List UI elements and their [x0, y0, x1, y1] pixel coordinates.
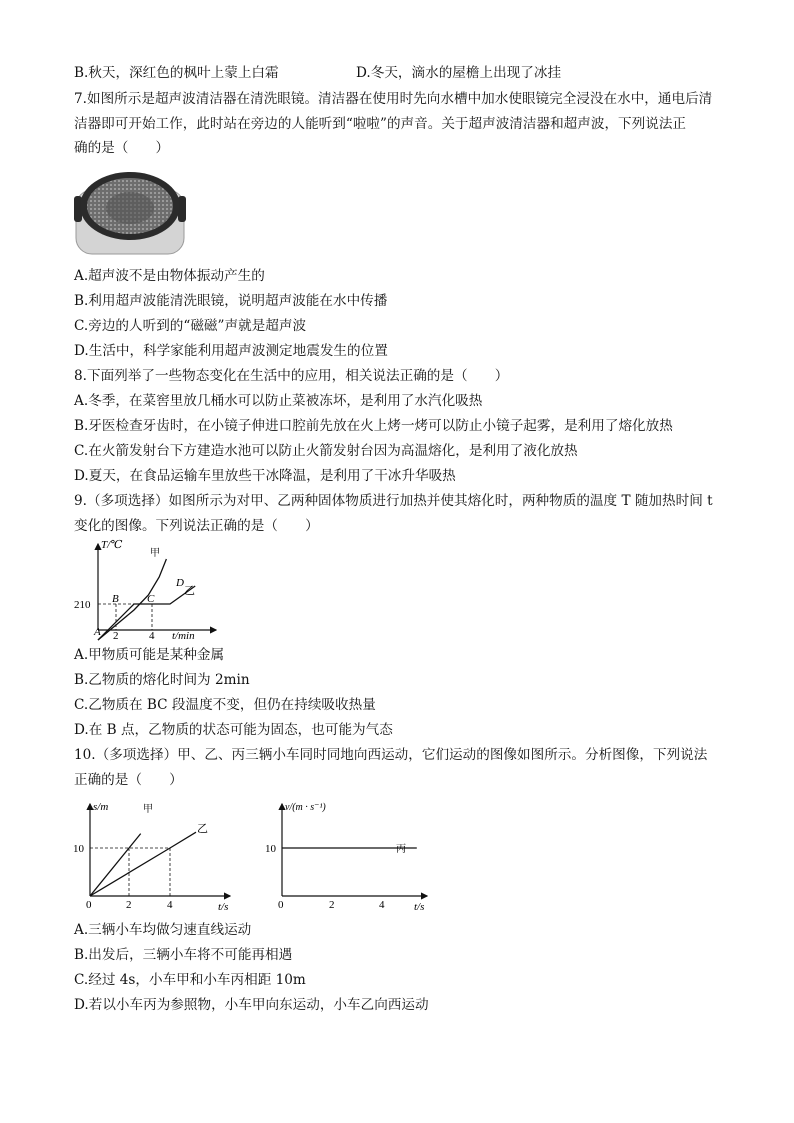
q9-option-d: D.在 B 点，乙物质的状态可能为固态，也可能为气态 [74, 722, 393, 738]
q9-option-b: B.乙物质的熔化时间为 2min [74, 672, 250, 688]
g3-ylabel: v/(m · s⁻¹) [285, 802, 326, 813]
q10-stem-line2: 正确的是（ ） [74, 772, 183, 788]
q9-stem-line2: 变化的图像。下列说法正确的是（ ） [74, 518, 319, 534]
g1-xlabel: t/min [172, 630, 195, 642]
g2-series-jia [90, 834, 141, 896]
q6-option-d: D.冬天，滴水的屋檐上出现了冰挂 [356, 65, 562, 81]
g2-label-jia: 甲 [143, 804, 153, 815]
q10-option-d: D.若以小车丙为参照物，小车甲向东运动，小车乙向西运动 [74, 997, 429, 1013]
g2-xtick-2: 2 [126, 899, 132, 911]
g1-point-c: C [147, 593, 155, 605]
g1-ytick-210: 210 [74, 599, 91, 611]
q8-option-a: A.冬季，在菜窖里放几桶水可以防止菜被冻坏，是利用了水汽化吸热 [74, 393, 483, 409]
g3-xtick-0: 0 [278, 899, 284, 911]
distance-time-graph [70, 796, 235, 914]
g2-xlabel: t/s [218, 901, 229, 913]
g1-point-d: D [176, 577, 184, 589]
q7-option-a: A.超声波不是由物体振动产生的 [74, 268, 265, 284]
q8-option-b: B.牙医检查牙齿时，在小镜子伸进口腔前先放在火上烤一烤可以防止小镜子起雾，是利用了熔化放热 [74, 418, 673, 434]
g3-xlabel: t/s [414, 901, 425, 913]
q9-option-a: A.甲物质可能是某种金属 [74, 647, 225, 663]
melting-curve-graph [70, 538, 220, 642]
g2-series-yi [90, 832, 196, 896]
q10-option-c: C.经过 4s，小车甲和小车丙相距 10m [74, 972, 306, 988]
g1-ylabel: T/℃ [101, 539, 123, 551]
q7-option-c: C.旁边的人听到的“磁磁”声就是超声波 [74, 318, 307, 334]
q7-option-b: B.利用超声波能清洗眼镜，说明超声波能在水中传播 [74, 293, 388, 309]
g1-point-b: B [112, 593, 119, 605]
g2-xtick-4: 4 [167, 899, 173, 911]
q6-option-b: B.秋天，深红色的枫叶上蒙上白霜 [74, 65, 279, 81]
q9-stem-line1: 9.（多项选择）如图所示为对甲、乙两种固体物质进行加热并使其熔化时，两种物质的温度 T 随加热时间 t [74, 493, 713, 509]
g1-xtick-2: 2 [113, 630, 119, 642]
g1-point-a: A [94, 626, 101, 638]
q7-option-d: D.生活中，科学家能利用超声波测定地震发生的位置 [74, 343, 388, 359]
g1-xtick-4: 4 [149, 630, 155, 642]
g1-series-jia [98, 559, 166, 640]
q9-option-c: C.乙物质在 BC 段温度不变，但仍在持续吸收热量 [74, 697, 376, 713]
g3-ytick-10: 10 [265, 843, 276, 855]
g1-label-yi: 乙 [184, 585, 195, 597]
q8-option-c: C.在火箭发射台下方建造水池可以防止火箭发射台因为高温熔化，是利用了液化放热 [74, 443, 578, 459]
g2-ylabel: s/m [93, 801, 109, 813]
q7-stem-line3: 确的是（ ） [74, 140, 170, 156]
g3-label-bing: 丙 [396, 844, 406, 855]
g3-xtick-4: 4 [379, 899, 385, 911]
velocity-time-graph [262, 796, 432, 914]
g2-ytick-10: 10 [73, 843, 84, 855]
q7-stem-line2: 洁器即可开始工作，此时站在旁边的人能听到“啦啦”的声音。关于超声波清洁器和超声波，下列说法正 [74, 116, 687, 132]
q8-stem: 8.下面列举了一些物态变化在生活中的应用，相关说法正确的是（ ） [74, 368, 509, 384]
q10-option-a: A.三辆小车均做匀速直线运动 [74, 922, 252, 938]
g2-label-yi: 乙 [197, 823, 208, 835]
g3-xtick-2: 2 [329, 899, 335, 911]
q8-option-d: D.夏天，在食品运输车里放些干冰降温，是利用了干冰升华吸热 [74, 468, 456, 484]
q10-stem-line1: 10.（多项选择）甲、乙、丙三辆小车同时同地向西运动，它们运动的图像如图所示。分析图像，下列说法 [74, 747, 708, 763]
g1-label-jia: 甲 [150, 548, 160, 559]
g2-xtick-0: 0 [86, 899, 92, 911]
ultrasonic-cleaner-photo [74, 168, 186, 256]
q7-stem-line1: 7.如图所示是超声波清洁器在清洗眼镜。清洁器在使用时先向水槽中加水使眼镜完全浸没在水中，通电后清 [74, 91, 713, 107]
q10-option-b: B.出发后，三辆小车将不可能再相遇 [74, 947, 293, 963]
